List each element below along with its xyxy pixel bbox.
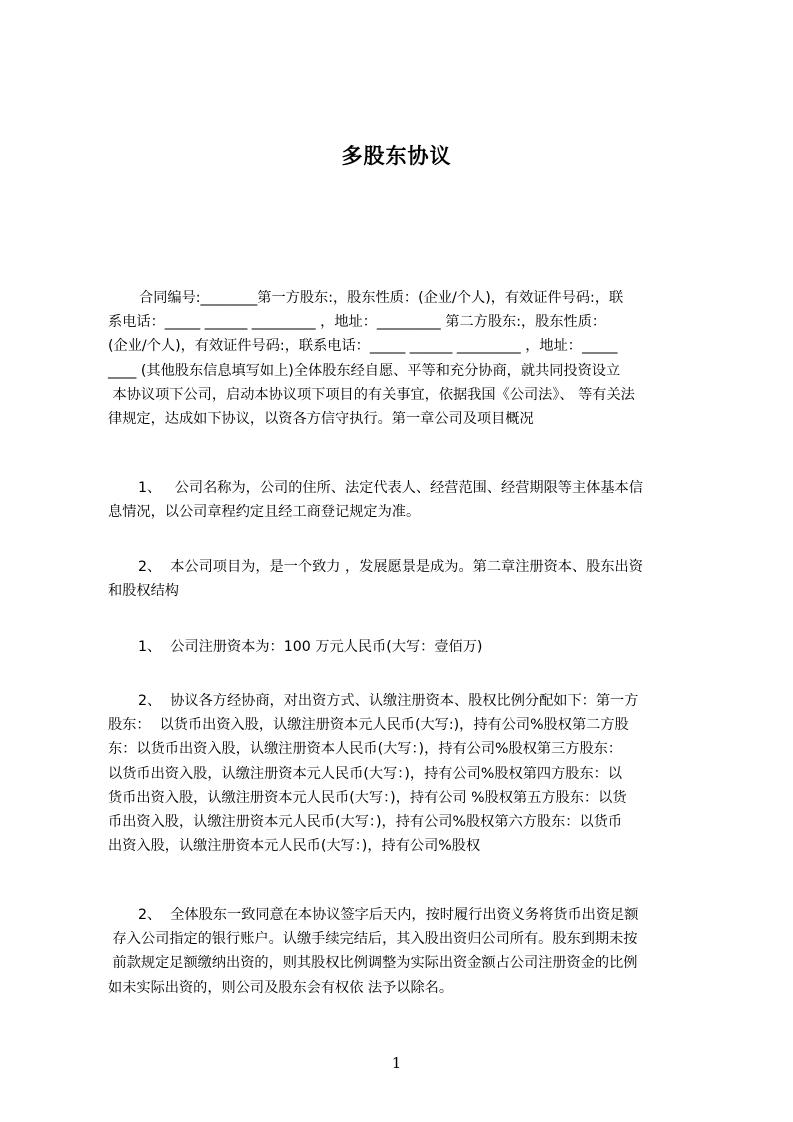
document-title: 多股东协议	[341, 144, 452, 168]
text-line: 本协议项下公司，启动本协议项下项目的有关事宜，依据我国《公司法》、 等有关法	[108, 386, 635, 403]
text-line: 存入公司指定的银行账户。认缴手续完结后，其入股出资归公司所有。股东到期未按	[108, 931, 638, 948]
text-line: 前款规定足额缴纳出资的，则其股权比例调整为实际出资金额占公司注册资金的比例	[108, 955, 638, 972]
text-line: 出资入股，认缴注册资本元人民币(大写：)，持有公司%股权	[108, 838, 481, 855]
text-line: 2、 全体股东一致同意在本协议签字后天内，按时履行出资义务将货币出资足额	[138, 907, 639, 923]
text-line: 货币出资入股，认缴注册资本元人民币(大写：)，持有公司 %股权第五方股东：以货	[108, 789, 627, 806]
text-line: 2、 本公司项目为，是一个致力 ，发展愿景是成为。第二章注册资本、股东出资	[138, 559, 643, 575]
text-line: 东：以货币出资入股，认缴注册资本人民币(大写：)，持有公司%股权第三方股东：	[108, 741, 623, 758]
text-line: 1、 公司名称为，公司的住所、法定代表人、经营范围、经营期限等主体基本信	[138, 480, 643, 496]
text-line: 股东： 以货币出资入股，认缴注册资本元人民币(大写:)，持有公司%股权第二方股	[108, 717, 629, 734]
text-line: 合同编号:________第一方股东:，股东性质：(企业/个人)，有效证件号码:，联	[139, 290, 624, 306]
paragraph-clause-2-2	[108, 689, 712, 858]
text-line: 和股权结构	[108, 583, 179, 600]
text-line: 律规定，达成如下协议，以资各方信守执行。第一章公司及项目概况	[108, 410, 534, 427]
paragraph-clause-1-1	[108, 476, 712, 524]
text-line: 如未实际出资的，则公司及股东会有权依 法予以除名。	[108, 979, 454, 996]
paragraph-clause-2-3	[108, 903, 712, 1000]
text-line: 息情况，以公司章程约定且经工商登记规定为准。	[108, 504, 421, 521]
paragraph-clause-1-2	[108, 555, 712, 603]
text-line: ____ (其他股东信息填写如上)全体股东经自愿、平等和充分协商，就共同投资设立	[108, 362, 621, 379]
paragraph-preamble	[108, 286, 712, 431]
text-line: 以货币出资入股，认缴注册资本元人民币(大写：)，持有公司%股权第四方股东：以	[108, 765, 623, 782]
text-line: 系电话：_____ ______ _________ ，地址：_________ 第二方股东:，股东性质：	[108, 314, 607, 331]
text-line: 1、 公司注册资本为：100 万元人民币(大写：壹佰万)	[138, 639, 483, 655]
page-number: 1	[391, 1054, 402, 1072]
text-line: 币出资入股，认缴注册资本元人民币(大写：)，持有公司%股权第六方股东：以货币	[108, 813, 623, 830]
text-line: 2、 协议各方经协商，对出资方式、认缴注册资本、股权比例分配如下：第一方	[138, 693, 639, 709]
paragraph-clause-2-1	[108, 635, 712, 659]
text-line: (企业/个人)，有效证件号码:，联系电话：_____ ______ _________ ，地址：_____	[108, 338, 618, 355]
